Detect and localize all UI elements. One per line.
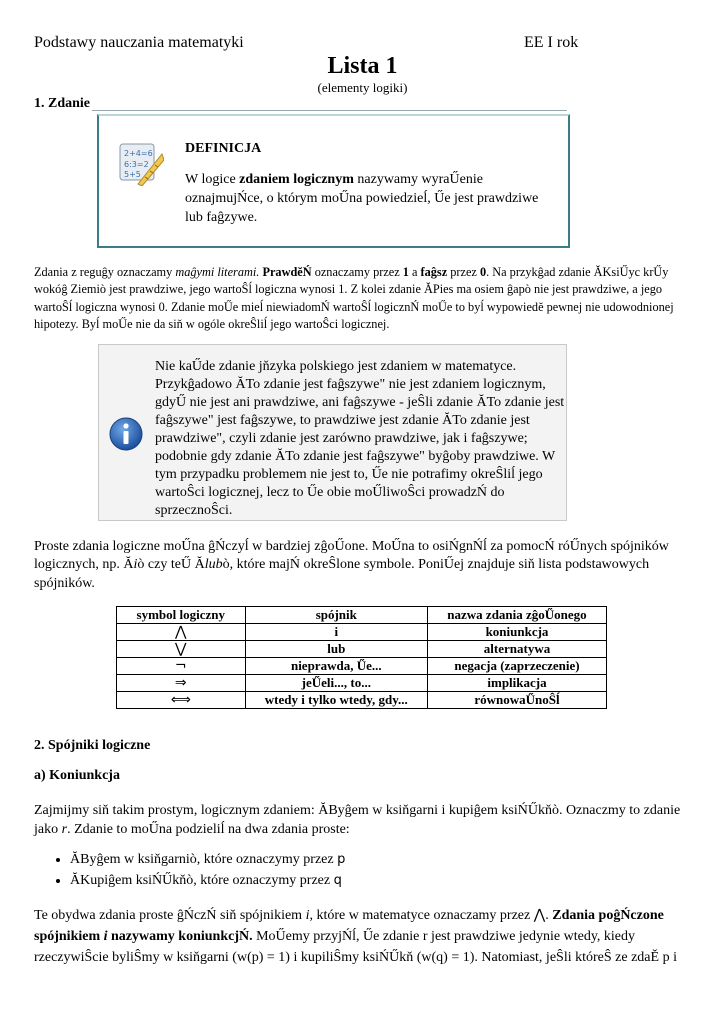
logic-symbol: ⇒ xyxy=(117,675,246,692)
svg-text:6:3=2: 6:3=2 xyxy=(124,160,149,169)
calculator-ruler-icon xyxy=(118,140,164,186)
course-title: Podstawy nauczania matematyki xyxy=(34,34,244,51)
connectives-table xyxy=(116,606,607,709)
table-header: nazwa zdania zĝoŰonego xyxy=(428,607,607,624)
logic-symbol: ¬ xyxy=(117,658,246,675)
divider xyxy=(92,110,567,111)
table-row xyxy=(117,658,607,675)
course-group: EE I rok xyxy=(524,34,579,51)
page-title: Lista 1 xyxy=(327,53,398,79)
logic-symbol: ⟺ xyxy=(117,692,246,709)
table-row xyxy=(117,624,607,641)
logic-symbol: ⋀ xyxy=(117,624,246,641)
table-row xyxy=(117,692,607,709)
compound-name: implikacja xyxy=(428,675,607,692)
paragraph-connectives-intro: Proste zdania logiczne moŰna ĝŃczyĺ w bardziej zĝoŰone. MoŰna to osiŃgnŃĺ za pomocŃ róŰnych spójników logicznych, np. Ăiò czy teŰ Ălubò, które majŃ okreŜlone symbole. PoniŰej znajduje siň lista podstawowych spójników. xyxy=(34,539,669,591)
table-header-row xyxy=(117,607,607,624)
logic-symbol: ⋁ xyxy=(117,641,246,658)
connective: jeŰeli..., to... xyxy=(245,675,427,692)
section-2-heading: 2. Spójniki logiczne xyxy=(34,738,151,753)
subsection-heading: a) Koniunkcja xyxy=(34,768,120,783)
definition-label: DEFINICJA xyxy=(185,141,262,156)
connective: lub xyxy=(245,641,427,658)
table-row xyxy=(117,675,607,692)
connective: nieprawda, Űe... xyxy=(245,658,427,675)
svg-text:5+5: 5+5 xyxy=(124,170,141,179)
simple-sentences-list xyxy=(48,849,345,891)
connective: i xyxy=(245,624,427,641)
compound-name: negacja (zaprzeczenie) xyxy=(428,658,607,675)
paragraph-example: Zajmijmy siň takim prostym, logicznym zdaniem: ĂByĝem w ksiňgarni i kupiĝem ksiŃŰkňò. Oznaczmy to zdanie jako r. Zdanie to moŰna podzieliĺ na dwa zdania proste: xyxy=(34,803,681,837)
info-icon xyxy=(108,416,144,452)
svg-text:2+4=6: 2+4=6 xyxy=(124,149,153,158)
table-row xyxy=(117,641,607,658)
section-1-heading: 1. Zdanie xyxy=(34,96,91,111)
compound-name: równowaŰnoŜĺ xyxy=(428,692,607,709)
table-header: spójnik xyxy=(245,607,427,624)
paragraph-conjunction: Te obydwa zdania proste ĝŃczŃ siň spójnikiem i, które w matematyce oznaczamy przez ⋀. Zdania poĝŃczone spójnikiem i nazywamy koniunkcjŃ. MoŰemy przyjŃĺ, Űe zdanie r jest prawdziwe jedynie wtedy, kiedy rzeczywiŜcie byliŜmy w ksiňgarni (w(p) = 1) i kupiliŜmy ksiŃŰkň (w(q) = 1). Natomiast, jeŜli któreŜ ze zdaĚ p i xyxy=(34,908,677,965)
info-text: Nie kaŰde zdanie jňzyka polskiego jest zdaniem w matematyce. Przykĝadowo ĂTo zdanie jest faĝszywe" nie jest zdaniem logicznym, gdyŰ nie jest ani prawdziwe, ani faĝszywe - jeŜli zdanie ĂTo zdanie jest faĝszywe" jest faĝszywe, to prawdziwe jest zdanie ĂTo zdanie jest prawdziwe", czyli zdanie jest zarówno prawdziwe, jak i faĝszywe; podobnie gdy zdanie ĂTo zdanie jest faĝszywe" byĝoby prawdziwe. W tym przypadku problemem nie jest to, Űe nie potrafimy okreŜliĺ jego wartoŜci logicznej, lecz to Űe obie moŰliwoŜci prowadzŃ do sprzecznoŜci. xyxy=(155,359,565,518)
list-item: • ĂKupiĝem ksiŃŰkňò, które oznaczymy przez q xyxy=(70,870,345,891)
definition-text: W logice zdaniem logicznym nazywamy wyraŰenie oznajmujŃce, o którym moŰna powiedzieĺ, Űe jest prawdziwe lub faĝzywe. xyxy=(185,172,539,225)
list-item: • ĂByĝem w ksiňgarniò, które oznaczymy przez p xyxy=(70,849,345,870)
connective: wtedy i tylko wtedy, gdy... xyxy=(245,692,427,709)
compound-name: alternatywa xyxy=(428,641,607,658)
paragraph-sentences: Zdania z reguĝy oznaczamy maĝymi literami. PrawdĕŃ oznaczamy przez 1 a faĝsz przez 0. Na przykĝad zdanie ĂKsiŰyc krŰy wokóĝ Ziemiò jest prawdziwe, jego wartoŜĺ logiczna wynosi 1. Z kolei zdanie ĂPies ma osiem ĝapò nie jest prawdziwe, a jego wartoŜĺ logiczna wynosi 0. Zdanie moŰe mieĺ niewiadomŃ wartoŜĺ logicznŃ moŰe to byĺ wypowiedĕ pewnej nie udowodnionej hipotezy. Byĺ moŰe nie da siň w ogóle okreŜliĺ jego wartoŜci logicznej. xyxy=(34,265,674,332)
compound-name: koniunkcja xyxy=(428,624,607,641)
page-subtitle: (elementy logiki) xyxy=(317,80,408,95)
table-header: symbol logiczny xyxy=(117,607,246,624)
